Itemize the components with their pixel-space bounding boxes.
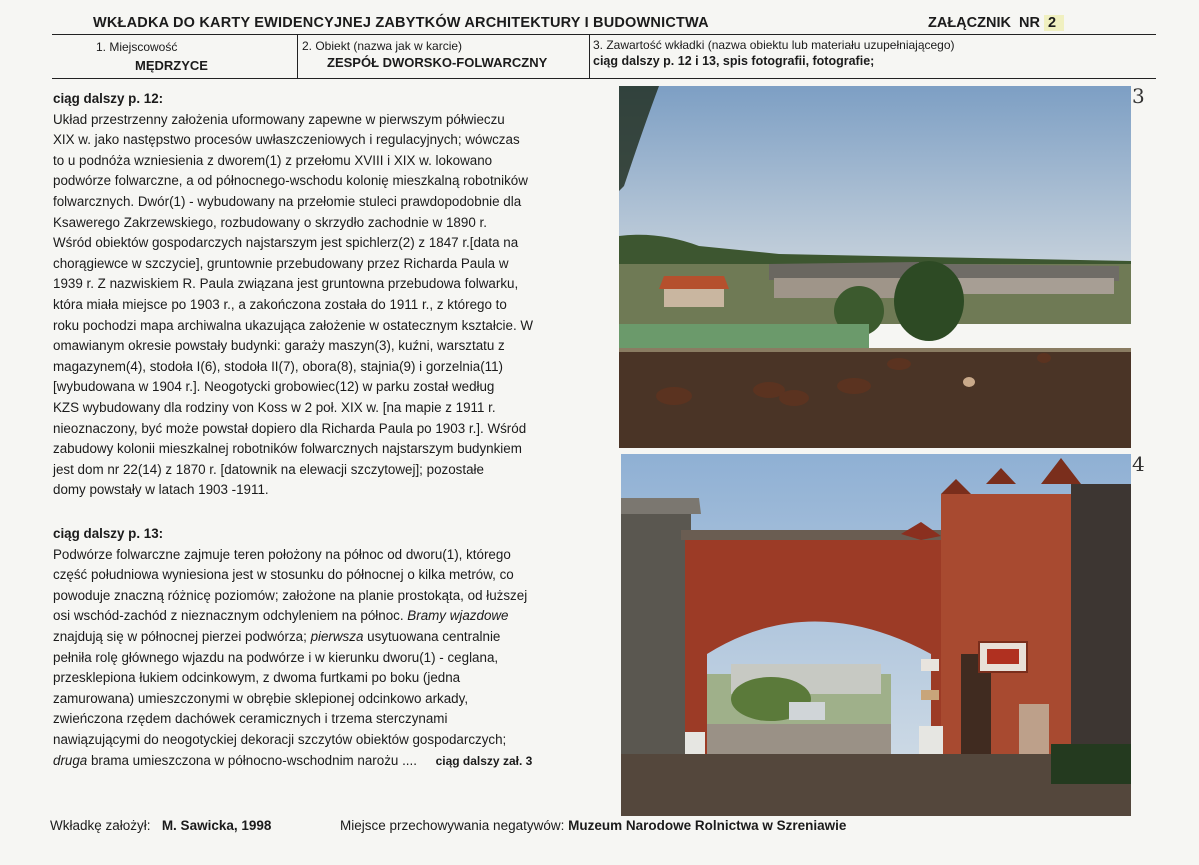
object-label: 2. Obiekt (nazwa jak w karcie) — [302, 39, 463, 53]
p13-line-4-pre: znajdują się w północnej pierzei podwórza; — [53, 628, 311, 644]
contents-value: ciąg dalszy p. 12 i 13, spis fotografii, fotografie; — [593, 54, 875, 68]
p13-line-3-text: osi wschód-zachód z nieznacznym odchyleniem na północ. — [53, 608, 408, 624]
p12-line-3: podwórze folwarczne, a od północnego-wschodu kolonię mieszkalną robotników — [53, 173, 528, 189]
photo-farmyard — [619, 86, 1131, 448]
p12-line-2: to u podnóża wzniesienia z dworem(1) z przełomu XVIII i XIX w. lokowano — [53, 152, 493, 168]
p13-line-10 — [53, 751, 591, 772]
author-line — [50, 818, 271, 833]
annex-word: ZAŁĄCZNIK — [928, 15, 1011, 31]
p13-line-3 — [53, 606, 591, 627]
p12-line-8: 1939 r. Z nazwiskiem R. Paula związana jest gruntowna przebudowa folwarku, — [53, 276, 519, 292]
annex-label — [928, 15, 1064, 31]
p13-line-6: przesklepiona łukiem odcinkowym, z dwoma furtkami po boku (jedna — [53, 670, 461, 686]
section-p13 — [53, 524, 591, 771]
p13-line-2: powoduje znaczną różnicę poziomów; założone na planie prostokąta, od łuższej — [53, 587, 528, 603]
p13-line-0: Podwórze folwarczne zajmuje teren położony na północ od dworu(1), którego — [53, 546, 511, 562]
p13-line-9: nawiązującymi do neogotyckiej dekoracji szczytów obiektów gospodarczych; — [53, 731, 507, 747]
p13-line-8: zwieńczona rzędem dachówek ceramicznych i trzema sterczynami — [53, 711, 448, 727]
p13-line-4-italic: pierwsza — [310, 628, 364, 644]
p12-line-13: [wybudowana w 1904 r.]. Neogotycki grobowiec(12) w parku został według — [53, 379, 495, 395]
contents-label: 3. Zawartość wkładki (nazwa obiektu lub materiału uzupełniającego) — [593, 38, 955, 52]
p12-line-12: magazynem(4), stodoła I(6), stodoła II(7), obora(8), stajnia(9) i gorzelnia(11) — [53, 358, 504, 374]
annex-nr-word: NR — [1019, 15, 1040, 31]
section-p12-heading: ciąg dalszy p. 12: — [53, 91, 164, 106]
p13-line-3-italic: Bramy wjazdowe — [407, 608, 509, 624]
header-bottom-rule — [52, 78, 1156, 79]
object-value: ZESPÓŁ DWORSKO-FOLWARCZNY — [327, 55, 548, 70]
p13-last-italic: druga — [53, 752, 88, 768]
p12-line-5: Ksawerego Zakrzewskiego, rozbudowany o skrzydło zachodnie w 1890 r. — [53, 214, 487, 230]
p12-line-10: roku pochodzi mapa archiwalna ukazująca założenie w ostatecznym kształcie. W — [53, 317, 534, 333]
header-top-rule — [52, 34, 1156, 35]
p12-line-15: nieoznaczony, być może powstał dopiero dla Richarda Paula po 1903 r.]. Wśród — [53, 420, 527, 436]
p13-line-1: część południowa wyniesiona jest w stosunku do północnej o kilka metrów, co — [53, 567, 514, 583]
section-p12 — [53, 89, 591, 501]
p12-line-0: Układ przestrzenny założenia uformowany zapewne w pierwszym półwieczu — [53, 111, 505, 127]
p12-line-1: XIX w. jako następstwo procesów uwłaszczeniowych i regulacyjnych; wówczas — [53, 132, 520, 148]
author-value: M. Sawicka, 1998 — [161, 818, 272, 833]
negatives-value: Muzeum Narodowe Rolnictwa w Szreniawie — [568, 818, 847, 833]
p13-line-7: zamurowana) umieszczonymi w obrębie sklepionej odcinkowo arkady, — [53, 690, 469, 706]
field-divider-1 — [297, 35, 298, 78]
p12-line-6: Wśród obiektów gospodarczych najstarszym jest spichlerz(2) z 1847 r.[data na — [53, 235, 519, 251]
photo-number-4: 4 — [1132, 452, 1145, 476]
p13-line-4 — [53, 627, 591, 648]
field-divider-2 — [589, 35, 590, 78]
p12-line-17: jest dom nr 22(14) z 1870 r. [datownik na elewacji szczytowej]; pozostałe — [53, 461, 484, 477]
p13-last-text: brama umieszczona w północno-wschodnim narożu .... — [87, 752, 417, 768]
photo-number-3: 3 — [1132, 84, 1145, 108]
photo-brick-gate — [621, 454, 1131, 816]
p12-line-9: która miała miejsce po 1903 r., a zakończona została do 1911 r., z którego to — [53, 296, 507, 312]
p12-line-7: chorągiewce w szczycie], gruntownie przebudowany przez Richarda Paula w — [53, 255, 509, 271]
p12-line-14: KZS wybudowany dla rodziny von Koss w 2 poł. XIX w. [na mapie z 1911 r. — [53, 399, 496, 415]
section-p13-heading: ciąg dalszy p. 13: — [53, 526, 164, 541]
p12-line-16: zabudowy kolonii mieszkalnej robotników folwarcznych najstarszym budynkiem — [53, 441, 522, 457]
locality-value: MĘDRZYCE — [135, 58, 208, 73]
negatives-line — [340, 818, 846, 833]
continued-note: ciąg dalszy zał. 3 — [435, 753, 533, 768]
document-title: WKŁADKA DO KARTY EWIDENCYJNEJ ZABYTKÓW ARCHITEKTURY I BUDOWNICTWA — [93, 15, 709, 31]
locality-label: 1. Miejscowość — [96, 40, 178, 54]
author-label: Wkładkę założył: — [50, 818, 151, 833]
p12-line-4: folwarcznych. Dwór(1) - wybudowany na przełomie stuleci prawdopodobnie dla — [53, 193, 522, 209]
p12-line-11: omawianym okresie powstały budynki: garaży maszyn(3), kuźni, warsztatu z — [53, 338, 505, 354]
p13-line-5: pełniła rolę głównego wjazdu na podwórze i w kierunku dworu(1) - ceglana, — [53, 649, 499, 665]
negatives-label: Miejsce przechowywania negatywów: — [340, 818, 565, 833]
annex-number: 2 — [1044, 15, 1064, 31]
p12-line-18: domy powstały w latach 1903 -1911. — [53, 482, 269, 498]
p13-line-4-post: usytuowana centralnie — [363, 628, 501, 644]
